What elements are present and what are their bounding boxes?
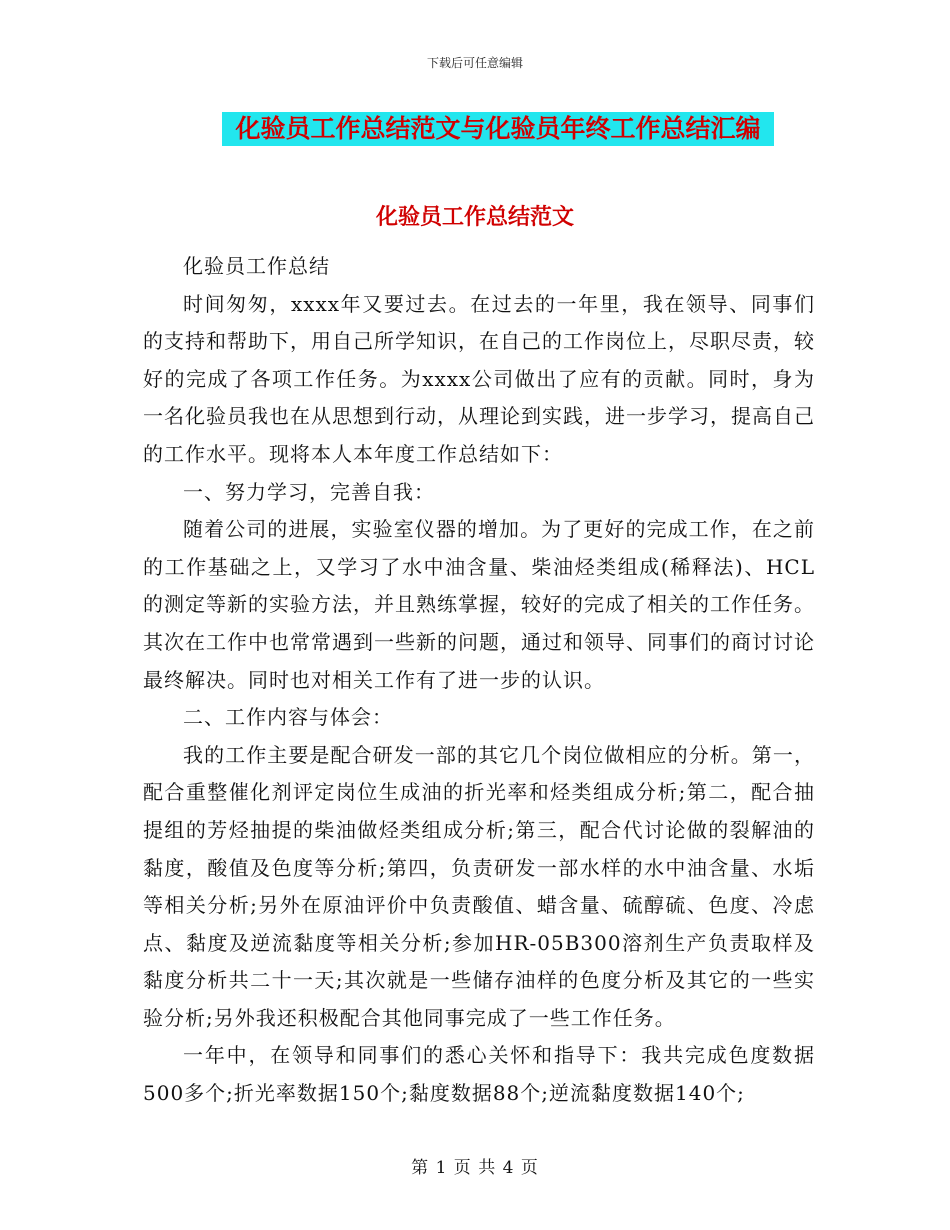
paragraph-section-2-heading: 二、工作内容与体会： [183,705,393,730]
paragraph-intro: 时间匆匆，xxxx年又要过去。在过去的一年里，我在领导、同事们的支持和帮助下，用自己所学知识，在自己的工作岗位上，尽职尽责，较好的完成了各项工作任务。为xxxx公司做出了应有的贡献。同时，身为一名化验员我也在从思想到行动，从理论到实践，进一步学习，提高自己的工作水平。现将本人本年度工作总结如下： [143,291,815,466]
paragraph-heading: 化验员工作总结 [183,254,330,278]
document-main-title: 化验员工作总结范文与化验员年终工作总结汇编 [222,112,774,146]
paragraph-section-1-body: 随着公司的进展，实验室仪器的增加。为了更好的完成工作，在之前的工作基础之上，又学习了水中油含量、柴油烃类组成(稀释法)、HCL的测定等新的实验方法，并且熟练掌握，较好的完成了相关的工作任务。其次在工作中也常常遇到一些新的问题，通过和领导、同事们的商讨讨论最终解决。同时也对相关工作有了进一步的认识。 [143,517,815,692]
section-title: 化验员工作总结范文 [375,204,574,230]
paragraph-statistics: 一年中，在领导和同事们的悉心关怀和指导下：我共完成色度数据500多个;折光率数据150个;黏度数据88个;逆流黏度数据140个; [143,1043,815,1106]
paragraph-section-1-heading: 一、努力学习，完善自我： [183,479,435,504]
document-body [143,248,815,1113]
paragraph-section-2-body: 我的工作主要是配合研发一部的其它几个岗位做相应的分析。第一，配合重整催化剂评定岗位生成油的折光率和烃类组成分析;第二，配合抽提组的芳烃抽提的柴油做烃类组成分析;第三，配合代讨论做的裂解油的黏度，酸值及色度等分析;第四，负责研发一部水样的水中油含量、水垢等相关分析;另外在原油评价中负责酸值、蜡含量、硫醇硫、色度、冷虑点、黏度及逆流黏度等相关分析;参加HR-05B300溶剂生产负责取样及黏度分析共二十一天;其次就是一些储存油样的色度分析及其它的一些实验分析;另外我还积极配合其他同事完成了一些工作任务。 [143,742,815,1030]
header-note: 下载后可任意编辑 [426,56,523,70]
page-number: 第 1 页 共 4 页 [411,1158,539,1178]
